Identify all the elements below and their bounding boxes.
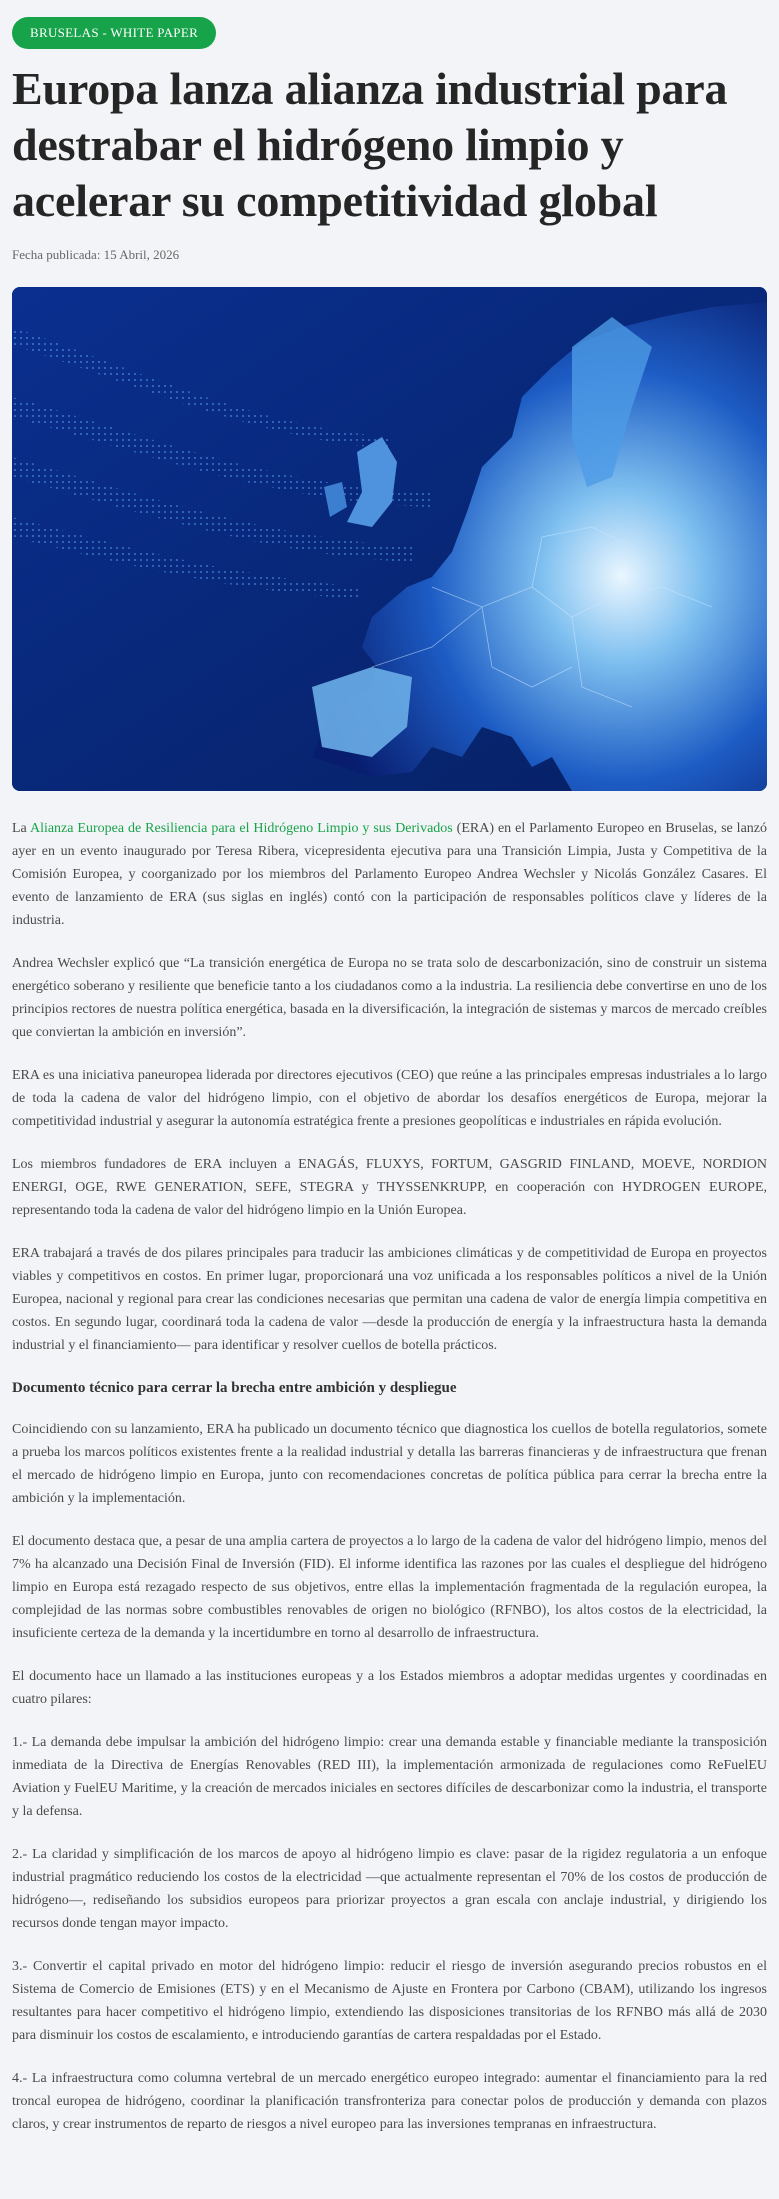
paragraph: ERA trabajará a través de dos pilares principales para traducir las ambiciones climáticas y de competitividad de Europa en proyectos viables y competitivos en costos. En primer lugar, proporcionará una voz unificada a los responsables políticos a nivel de la Unión Europea, nacional y regional para crear las condiciones necesarias que permitan una cadena de valor de energía limpia competitiva en costos. En segundo lugar, coordinará toda la cadena de valor —desde la producción de energía y la infraestructura hasta la demanda industrial y el financiamiento— para identificar y resolver cuellos de botella prácticos. xyxy=(12,1246,767,1353)
article-title: Europa lanza alianza industrial para destrabar el hidrógeno limpio y acelerar su competitividad global xyxy=(12,63,728,226)
paragraph: Los miembros fundadores de ERA incluyen a ENAGÁS, FLUXYS, FORTUM, GASGRID FINLAND, MOEVE, NORDION ENERGI, OGE, RWE GENERATION, SEFE, STEGRA y THYSSENKRUPP, en cooperación con HYDROGEN EUROPE, representando toda la cadena de valor del hidrógeno limpio en la Unión Europea. xyxy=(12,1157,767,1218)
era-link[interactable]: Alianza Europea de Resiliencia para el Hidrógeno Limpio y sus Derivados xyxy=(29,821,453,836)
category-badge[interactable]: BRUSELAS - WHITE PAPER xyxy=(12,17,216,49)
section-heading: Documento técnico para cerrar la brecha entre ambición y despliegue xyxy=(12,1380,457,1396)
europe-map-image xyxy=(12,287,767,791)
article-body xyxy=(12,817,767,2136)
paragraph: ERA es una iniciativa paneuropea liderada por directores ejecutivos (CEO) que reúne a las principales empresas industriales a lo largo de toda la cadena de valor del hidrógeno limpio, con el objetivo de abordar los desafíos energéticos de Europa, mejorar la competitividad industrial y asegurar la autonomía estratégica frente a presiones geopolíticas e industriales en rápida evolución. xyxy=(12,1068,767,1129)
text-span: (ERA) en el Parlamento Europeo en Bruselas, se lanzó ayer en un evento inaugurado por Teresa Ribera, vicepresidenta ejecutiva para una Transición Limpia, Justa y Competitiva de la Comisión Europea, y coorganizado por los miembros del Parlamento Europeo Andrea Wechsler y Nicolás González Casares. El evento de lanzamiento de ERA (sus siglas en inglés) contó con la participación de responsables políticos clave y líderes de la industria. xyxy=(12,821,767,928)
hero-image xyxy=(12,287,767,791)
list-item: 4.- La infraestructura como columna vertebral de un mercado energético europeo integrado: aumentar el financiamiento para la red troncal europea de hidrógeno, coordinar la planificación transfronteriza para conectar polos de producción y demanda con plazos claros, y crear instrumentos de reparto de riesgos a nivel europeo para las inversiones tempranas en infraestructura. xyxy=(12,2071,767,2132)
paragraph: Andrea Wechsler explicó que “La transición energética de Europa no se trata solo de descarbonización, sino de construir un sistema energético soberano y resiliente que beneficie tanto a los ciudadanos como a la industria. La resiliencia debe convertirse en uno de los principios rectores de nuestra política energética, basada en la diversificación, la integración de sistemas y marcos de mercado creíbles que conviertan la ambición en inversión”. xyxy=(12,956,767,1040)
paragraph: El documento hace un llamado a las instituciones europeas y a los Estados miembros a adoptar medidas urgentes y coordinadas en cuatro pilares: xyxy=(12,1669,767,1707)
publish-date: Fecha publicada: 15 Abril, 2026 xyxy=(12,247,180,262)
paragraph xyxy=(12,817,767,932)
paragraph: Coincidiendo con su lanzamiento, ERA ha publicado un documento técnico que diagnostica los cuellos de botella regulatorios, somete a prueba los marcos políticos existentes frente a la realidad industrial y detalla las barreras financieras y de infraestructura que frenan el mercado de hidrógeno limpio en Europa, junto con recomendaciones concretas de política pública para cerrar la brecha entre la ambición y la implementación. xyxy=(12,1422,767,1506)
text-span: La xyxy=(12,821,30,836)
list-item: 1.- La demanda debe impulsar la ambición del hidrógeno limpio: crear una demanda estable y financiable mediante la transposición inmediata de la Directiva de Energías Renovables (RED III), la implementación armonizada de regulaciones como ReFuelEU Aviation y FuelEU Maritime, y la creación de mercados iniciales en sectores difíciles de descarbonizar como la industria, el transporte y la defensa. xyxy=(12,1735,767,1819)
list-item: 2.- La claridad y simplificación de los marcos de apoyo al hidrógeno limpio es clave: pasar de la rigidez regulatoria a un enfoque industrial pragmático reduciendo los costos de la electricidad —que actualmente representan el 70% de los costos de producción de hidrógeno—, rediseñando los subsidios europeos para priorizar proyectos a gran escala con anclaje industrial, y dirigiendo los recursos donde tengan mayor impacto. xyxy=(12,1847,767,1931)
list-item: 3.- Convertir el capital privado en motor del hidrógeno limpio: reducir el riesgo de inversión asegurando precios robustos en el Sistema de Comercio de Emisiones (ETS) y en el Mecanismo de Ajuste en Frontera por Carbono (CBAM), utilizando los ingresos resultantes para hacer competitivo el hidrógeno limpio, extendiendo las disposiciones transitorias de los RFNBO más allá de 2030 para disminuir los costos de escalamiento, e introduciendo garantías de cartera respaldadas por el Estado. xyxy=(12,1959,767,2043)
paragraph: El documento destaca que, a pesar de una amplia cartera de proyectos a lo largo de la cadena de valor del hidrógeno limpio, menos del 7% ha alcanzado una Decisión Final de Inversión (FID). El informe identifica las razones por las cuales el despliegue del hidrógeno limpio en Europa está rezagado respecto de sus objetivos, entre ellas la implementación fragmentada de la regulación europea, la complejidad de las normas sobre combustibles renovables de origen no biológico (RFNBO), los altos costos de la electricidad, la insuficiente certeza de la demanda y la incertidumbre en torno al desarrollo de infraestructura. xyxy=(12,1534,767,1641)
